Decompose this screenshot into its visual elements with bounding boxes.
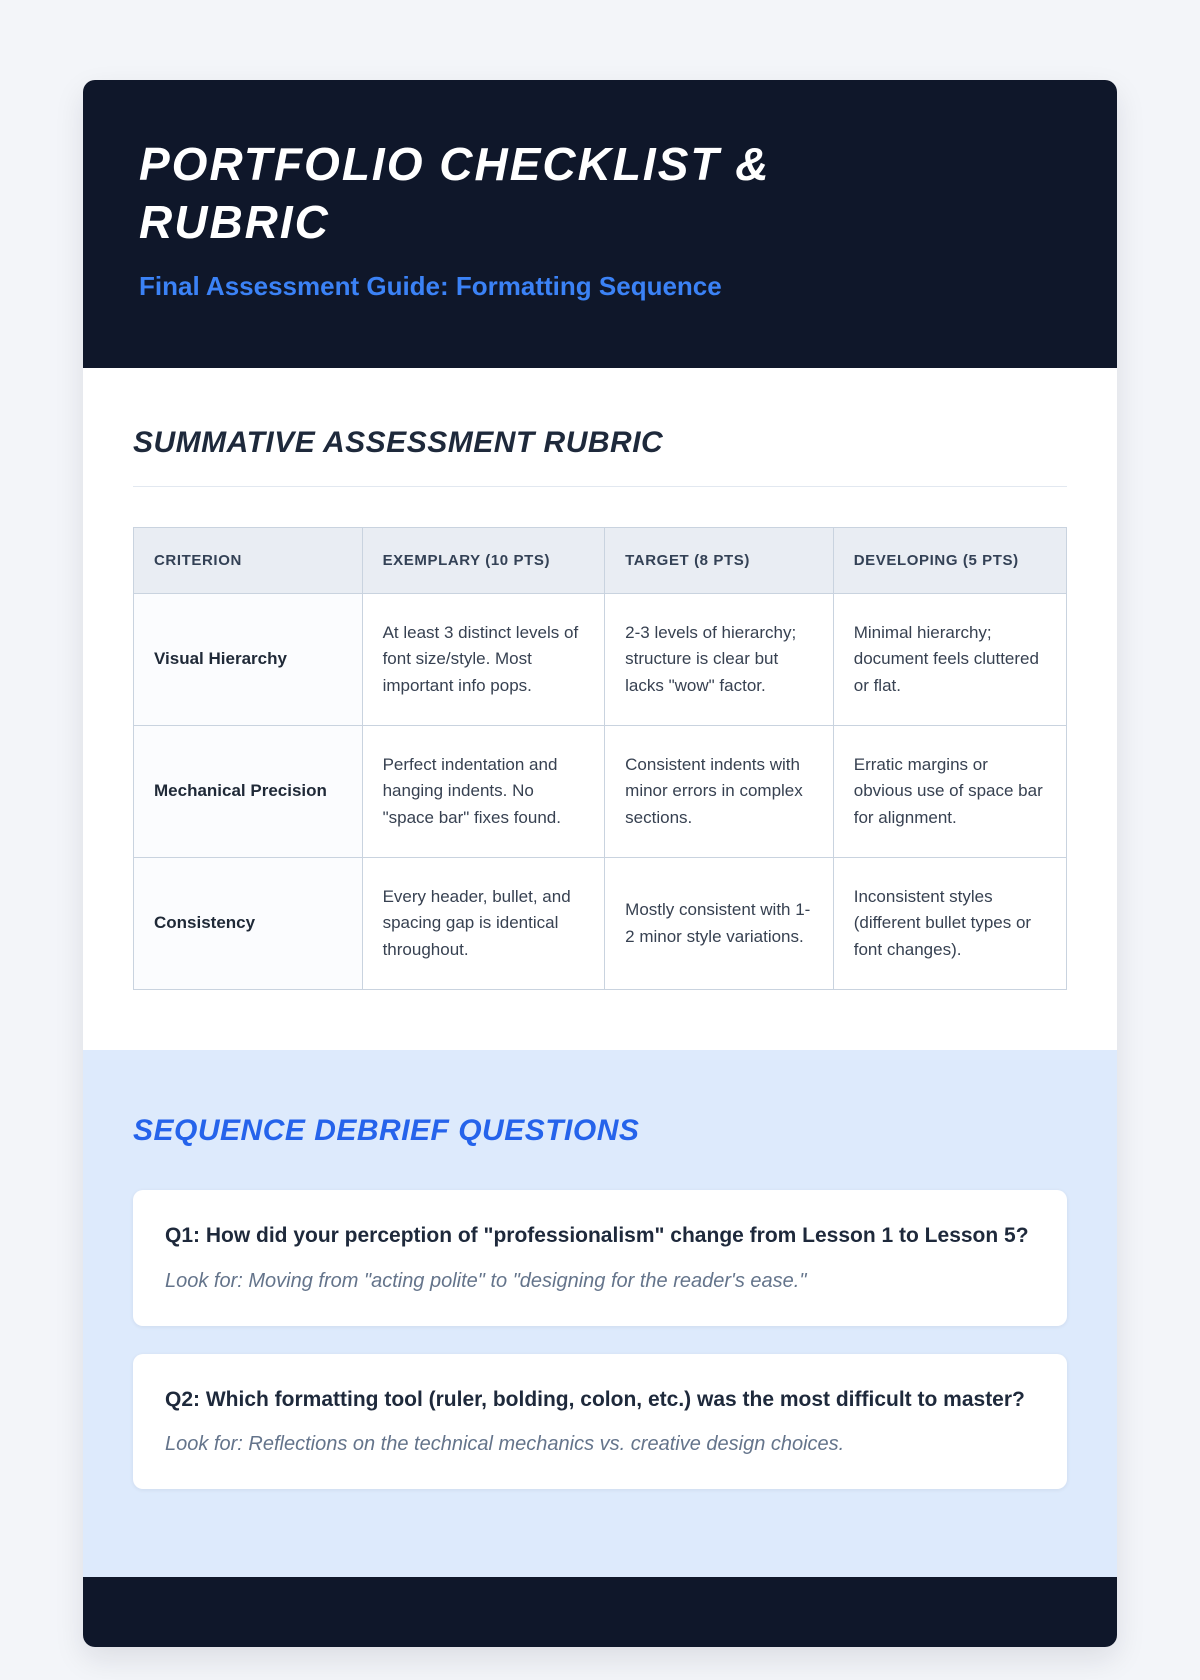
developing-cell: Minimal hierarchy; document feels cluttered or flat. <box>833 594 1066 726</box>
table-row <box>134 594 1067 726</box>
exemplary-cell: Perfect indentation and hanging indents. No "space bar" fixes found. <box>362 726 605 858</box>
debrief-section <box>83 1050 1117 1577</box>
developing-cell: Inconsistent styles (different bullet types or font changes). <box>833 858 1066 990</box>
question-text: Q1: How did your perception of "professionalism" change from Lesson 1 to Lesson 5? <box>165 1224 1029 1248</box>
exemplary-cell: Every header, bullet, and spacing gap is identical throughout. <box>362 858 605 990</box>
rubric-heading: SUMMATIVE ASSESSMENT RUBRIC <box>133 426 1067 487</box>
column-header-exemplary: EXEMPLARY (10 PTS) <box>362 528 605 594</box>
look-for-text: Look for: Reflections on the technical mechanics vs. creative design choices. <box>165 1433 845 1456</box>
question-card-q1 <box>133 1190 1067 1326</box>
rubric-table <box>133 527 1067 990</box>
target-cell: Mostly consistent with 1-2 minor style variations. <box>605 858 834 990</box>
question-text: Q2: Which formatting tool (ruler, bolding, colon, etc.) was the most difficult to master? <box>165 1387 1025 1411</box>
criterion-cell: Visual Hierarchy <box>134 594 363 726</box>
document-header <box>83 80 1117 368</box>
page-subtitle: Final Assessment Guide: Formatting Sequence <box>139 271 722 301</box>
criterion-cell: Mechanical Precision <box>134 726 363 858</box>
target-cell: Consistent indents with minor errors in complex sections. <box>605 726 834 858</box>
document-card <box>83 80 1117 1647</box>
table-row <box>134 726 1067 858</box>
rubric-section <box>83 368 1117 1050</box>
page-title: PORTFOLIO CHECKLIST & RUBRIC <box>139 138 771 248</box>
developing-cell: Erratic margins or obvious use of space bar for alignment. <box>833 726 1066 858</box>
look-for-text: Look for: Moving from "acting polite" to "designing for the reader's ease." <box>165 1269 807 1292</box>
debrief-heading: SEQUENCE DEBRIEF QUESTIONS <box>133 1114 640 1148</box>
column-header-target: TARGET (8 PTS) <box>605 528 834 594</box>
criterion-cell: Consistency <box>134 858 363 990</box>
table-row <box>134 858 1067 990</box>
target-cell: 2-3 levels of hierarchy; structure is clear but lacks "wow" factor. <box>605 594 834 726</box>
column-header-developing: DEVELOPING (5 PTS) <box>833 528 1066 594</box>
question-card-q2 <box>133 1354 1067 1490</box>
exemplary-cell: At least 3 distinct levels of font size/style. Most important info pops. <box>362 594 605 726</box>
column-header-criterion: CRITERION <box>134 528 363 594</box>
table-header-row <box>134 528 1067 594</box>
document-footer <box>83 1577 1117 1647</box>
